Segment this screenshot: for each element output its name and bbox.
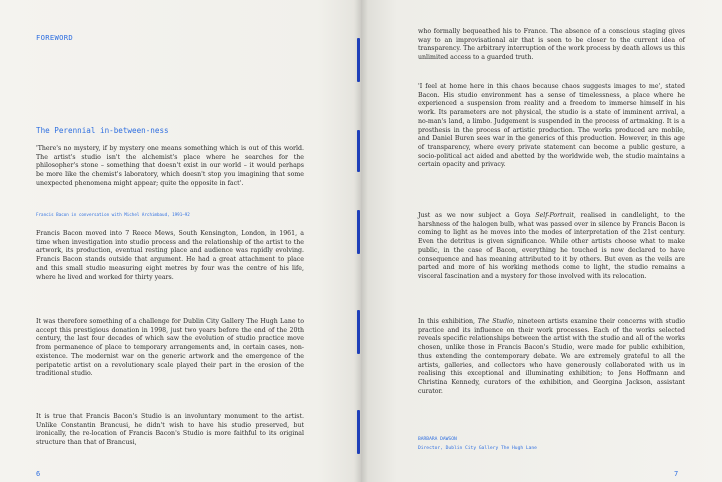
exhibition-title: The Studio	[477, 318, 513, 325]
quote-attribution: Francis Bacon in conversation with Michel Archimbaud, 1991–92	[36, 212, 190, 217]
paragraph-1: Francis Bacon moved into 7 Reece Mews, South Kensington, London, in 1961, a time when investigation into studio process and the relationship of the artist to the artwork, its production, eventual resting place and audience was rapidly evolving. Francis Bacon stands outside that argument. He had a great attachment to place and this small studio measuring eight metres by four was the centre of his life, where he lived and worked for thirty years.	[36, 230, 304, 281]
goya-text-start: Just as we now subject a Goya	[418, 212, 536, 219]
binding-stitch	[357, 130, 360, 172]
continuation-paragraph: who formally bequeathed his to France. The absence of a conscious staging gives way to an improvisational air that is seen to be closer to the current idea of transparency. The arbitrary interruption of the work process by death allows us this unlimited access to a guarded truth.	[418, 28, 685, 62]
section-heading: The Perennial in-between-ness	[36, 126, 169, 135]
page-number-right: 7	[674, 470, 679, 478]
paragraph-exhibition	[418, 318, 685, 396]
goya-artwork-title: Self-Portrait	[535, 212, 574, 219]
page-number-left: 6	[36, 470, 41, 478]
binding-stitch	[357, 210, 360, 254]
exhibition-text-start: In this exhibition,	[418, 318, 478, 325]
opening-quote: 'There's no mystery, if by mystery one means something which is out of this world. The artist's studio isn't the alchemist's place where he searches for the philosopher's stone – something that doesn't exist in our world – it would perhaps be more like the chemist's laboratory, which doesn't stop you imagining that some unexpected phenomena might appear; quite the opposite in fact'.	[36, 145, 304, 187]
section-label: FOREWORD	[36, 33, 74, 42]
paragraph-3: It is true that Francis Bacon's Studio is an involuntary monument to the artist. Unlike Constantin Brancusi, he didn't wish to have his studio preserved, but ironically, the re-location of Francis Bacon's Studio is more faithful to its original structure than that of Brancusi,	[36, 413, 304, 447]
paragraph-2: It was therefore something of a challenge for Dublin City Gallery The Hugh Lane to accept this prestigious donation in 1998, just two years before the end of the 20th century, the last four decades of which saw the evolution of studio practice move from permanence of place to temporary arrangements and, in certain cases, non-existence. The modernist war on the generic artwork and the emergence of the peripatetic artist on a revolutionary scale played their part in the erosion of the traditional studio.	[36, 318, 304, 378]
binding-stitch	[357, 410, 360, 454]
paragraph-goya	[418, 212, 685, 282]
paragraph-bacon-quote: 'I feel at home here in this chaos because chaos suggests images to me', stated Bacon. His studio environment has a sense of timelessness, a place where he experienced a suspension from reality and a freedom to immerse himself in his work. Its parameters are not physical, the studio is a state of imminent arrival, a no-man's land, a limbo. Judgement is suspended in the process of artmaking. It is a prosthesis in the process of artistic production. The works produced are mobile, and Daniel Buren sees war in the generics of this production. However, in this age of transparency, where every private statement can become a public gesture, a socio-political act aided and abetted by the worldwide web, the studio maintains a certain opacity and privacy.	[418, 83, 685, 169]
exhibition-text-end: , nineteen artists examine their concerns with studio practice and its influence on their work processes. Each of the works selected reveals specific relationships between the artist with the studio and all of the works chosen, unlike those in Francis Bacon's Studio, were made for public exhibition, thus extending the contemporary debate. We are extremely grateful to all the artists, galleries, and collectors who have generously collaborated with us in realising this exceptional and illuminating exhibition; to Jens Hoffmann and Christina Kennedy, curators of the exhibition, and Georgina Jackson, assistant curator.	[418, 318, 686, 395]
signature-name: BARBARA DAWSON	[418, 437, 457, 442]
right-page	[361, 0, 722, 482]
signature-title: Director, Dublin City Gallery The Hugh Lane	[418, 446, 537, 451]
binding-stitch	[357, 38, 360, 82]
goya-text-end: , realised in candlelight, to the harshness of the halogen bulb, what was passed over in silence by Francis Bacon is coming to light as he moves into the modes of interpretation of the 21st century. Even the detritus is given significance. While other artists choose what to make public, in the case of Bacon, everything he touched is now declared to have consequence and has meaning attributed to it by others. But even as the veils are parted and more of his working methods come to light, the studio remains a visceral fascination and a mystery for those involved with its relocation.	[418, 212, 685, 280]
binding-stitch	[357, 310, 360, 354]
